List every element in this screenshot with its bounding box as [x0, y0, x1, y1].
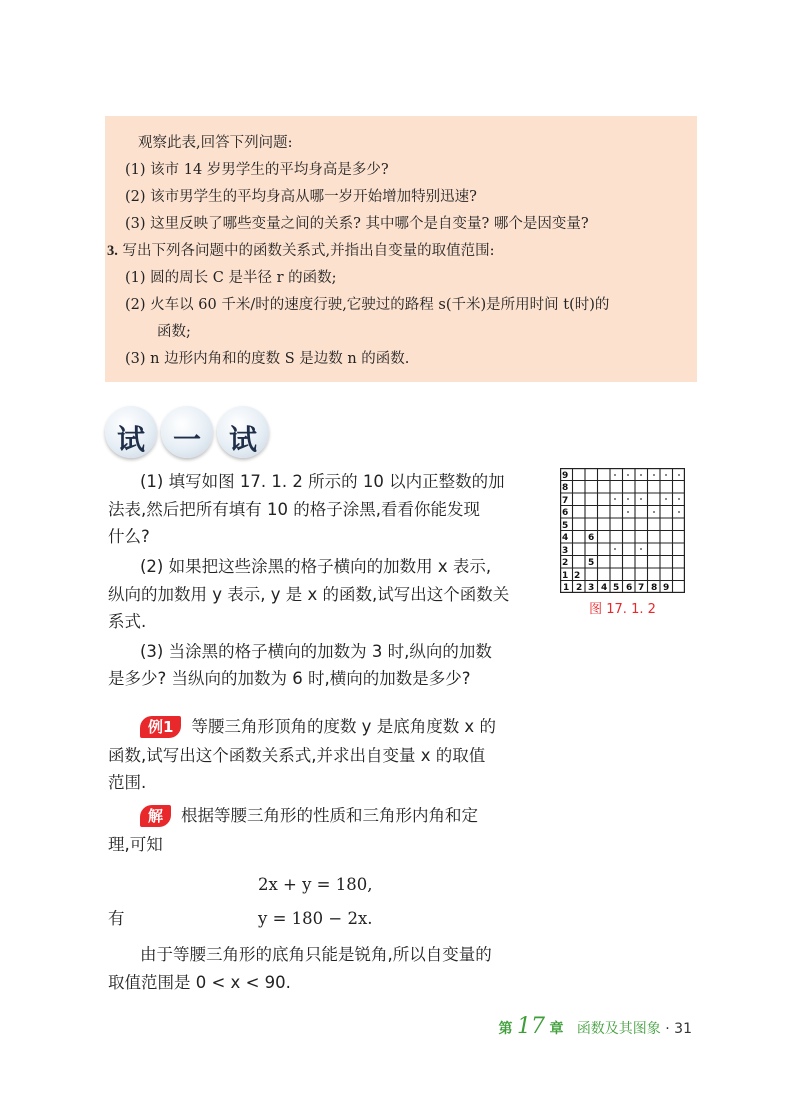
problem-3-item-3: (3) n 边形内角和的度数 S 是边数 n 的函数. [125, 351, 410, 367]
try-badge-2 [161, 406, 213, 458]
col-label-1: 1 [563, 583, 570, 593]
page-footer [499, 1014, 692, 1039]
footer-dot: · [665, 1021, 670, 1037]
example-tag: 例1 [140, 716, 181, 738]
try-line-6: 系式. [108, 612, 147, 631]
problem-3-item-2: (2) 火车以 60 千米/时的速度行驶,它驶过的路程 s(千米)是所用时间 t(时)的 [125, 297, 610, 313]
figure-caption: 图 17. 1. 2 [589, 602, 656, 617]
row-label-5: 5 [562, 521, 569, 531]
cell-5: 5 [588, 558, 595, 568]
example-text-1: 等腰三角形顶角的度数 y 是底角度数 x 的 [191, 717, 496, 736]
solution-line-4: 取值范围是 0 < x < 90. [108, 973, 291, 992]
problem-3-number: 3. [107, 243, 118, 259]
try-it-banner [105, 402, 305, 460]
solution-tag: 解 [140, 805, 171, 827]
row-label-7: 7 [562, 496, 569, 506]
exercise-intro: 观察此表,回答下列问题: [138, 135, 293, 151]
row-label-2: 2 [562, 558, 569, 568]
try-char-1: 试 [116, 423, 145, 456]
col-label-5: 5 [613, 583, 620, 593]
col-label-3: 3 [588, 583, 595, 593]
chapter-prefix: 第 [498, 1021, 513, 1037]
try-char-2: 一 [172, 423, 201, 456]
exercise-box [105, 116, 697, 382]
col-label-2: 2 [576, 583, 583, 593]
cell-6: 6 [588, 533, 595, 543]
try-line-8: 是多少? 当纵向的加数为 6 时,横向的加数是多少? [108, 669, 471, 688]
try-line-7: (3) 当涂黑的格子横向的加数为 3 时,纵向的加数 [140, 642, 492, 661]
example-1-line-3: 范围. [108, 773, 147, 792]
problem-3-text: 写出下列各问题中的函数关系式,并指出自变量的取值范围: [122, 243, 495, 259]
solution-line-1 [140, 805, 478, 827]
try-line-2: 法表,然后把所有填有 10 的格子涂黑,看看你能发现 [108, 500, 480, 519]
row-label-4: 4 [562, 533, 569, 543]
try-line-5: 纵向的加数用 y 表示, y 是 x 的函数,试写出这个函数关 [108, 585, 510, 604]
solution-line-2: 理,可知 [108, 835, 163, 854]
row-label-9: 9 [562, 471, 569, 481]
col-label-6: 6 [626, 583, 633, 593]
try-line-4: (2) 如果把这些涂黑的格子横向的加数用 x 表示, [140, 557, 492, 576]
page-number: 31 [674, 1021, 692, 1037]
problem-3-item-1: (1) 圆的周长 C 是半径 r 的函数; [125, 270, 337, 286]
problem-3-heading [107, 242, 494, 260]
exercise-question-3: (3) 这里反映了哪些变量之间的关系? 其中哪个是自变量? 哪个是因变量? [125, 216, 589, 232]
try-line-3: 什么? [108, 527, 150, 546]
example-1-line-1 [140, 716, 496, 738]
col-label-7: 7 [638, 583, 645, 593]
try-line-1: (1) 填写如图 17. 1. 2 所示的 10 以内正整数的加 [140, 472, 505, 491]
row-label-3: 3 [562, 546, 569, 556]
try-badge-3 [217, 406, 269, 458]
row-label-8: 8 [562, 483, 569, 493]
chapter-subject: 函数及其图象 [576, 1021, 661, 1037]
equation-2: y = 180 − 2x. [258, 909, 373, 928]
col-label-9: 9 [663, 583, 670, 593]
chapter-number: 17 [517, 1014, 545, 1039]
solution-text-1: 根据等腰三角形的性质和三角形内角和定 [181, 806, 479, 825]
col-label-4: 4 [601, 583, 608, 593]
equation-1: 2x + y = 180, [258, 875, 373, 894]
try-badge-1 [105, 406, 157, 458]
try-char-3: 试 [228, 423, 257, 456]
row-label-6: 6 [562, 508, 569, 518]
exercise-question-1: (1) 该市 14 岁男学生的平均身高是多少? [125, 162, 389, 178]
addition-table-figure [560, 468, 685, 593]
exercise-question-2: (2) 该市男学生的平均身高从哪一岁开始增加特别迅速? [125, 189, 477, 205]
solution-line-3: 由于等腰三角形的底角只能是锐角,所以自变量的 [140, 945, 492, 964]
chapter-suffix: 章 [549, 1021, 564, 1037]
col-label-8: 8 [651, 583, 658, 593]
have-word: 有 [108, 909, 125, 928]
problem-3-item-2-cont: 函数; [157, 324, 191, 340]
example-1-line-2: 函数,试写出这个函数关系式,并求出自变量 x 的取值 [108, 746, 486, 765]
cell-2: 2 [574, 571, 581, 581]
addition-table-grid [560, 468, 685, 593]
row-label-1: 1 [562, 571, 569, 581]
